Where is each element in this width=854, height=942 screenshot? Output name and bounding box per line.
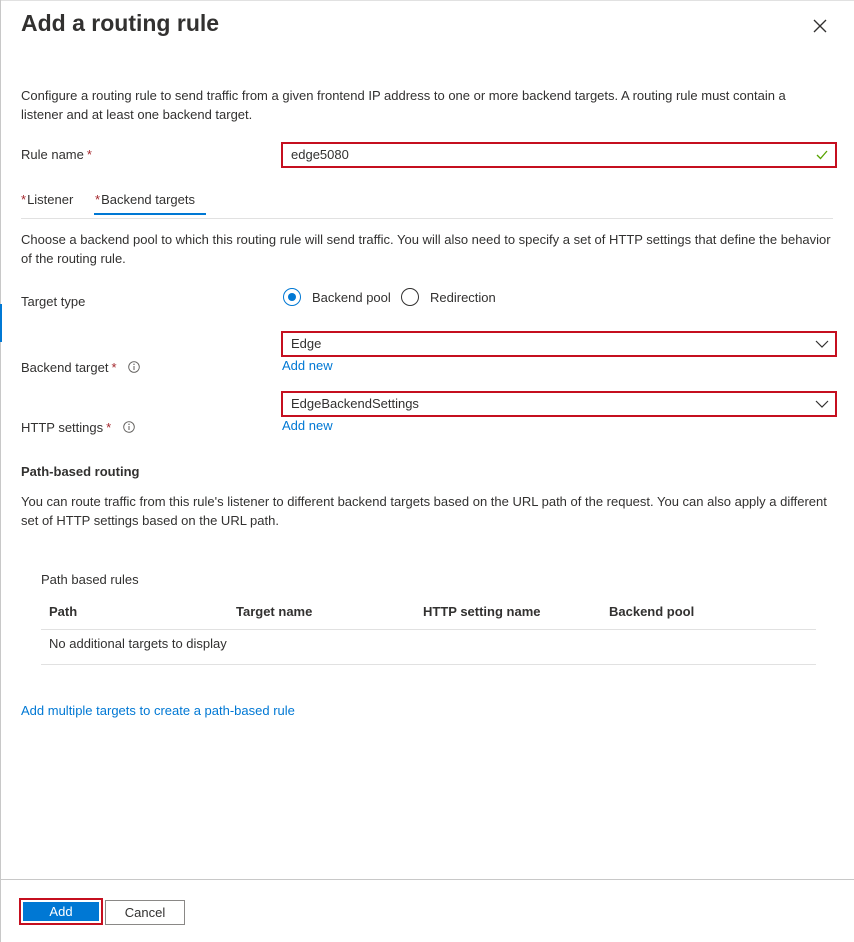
radio-circle [283, 288, 301, 306]
radio-redirection-label: Redirection [430, 290, 496, 305]
required-mark: * [86, 147, 92, 162]
backend-targets-description: Choose a backend pool to which this routing rule will send traffic. You will also need to specify a set of HTTP settings that define the behavior of the routing rule. [21, 232, 831, 266]
column-header-http-setting-name[interactable]: HTTP setting name [423, 604, 541, 619]
backend-target-label-text: Backend target [21, 360, 109, 375]
required-mark: * [106, 420, 112, 435]
required-mark: * [21, 192, 27, 207]
http-settings-add-new-link[interactable]: Add new [282, 418, 333, 433]
left-edge [0, 0, 1, 942]
active-tab-indicator [94, 213, 206, 215]
footer-divider [0, 879, 854, 880]
rule-name-input[interactable] [291, 144, 791, 166]
http-settings-dropdown[interactable] [281, 391, 837, 417]
backend-target-label [21, 360, 140, 376]
column-header-target-name[interactable]: Target name [236, 604, 313, 619]
tab-backend-targets-label: Backend targets [101, 192, 196, 207]
column-header-backend-pool[interactable]: Backend pool [609, 604, 695, 619]
required-mark: * [95, 192, 101, 207]
panel-title: Add a routing rule [21, 10, 220, 36]
tab-listener-label: Listener [27, 192, 74, 207]
grid-empty-message: No additional targets to display [49, 636, 227, 651]
chevron-down-icon [815, 397, 829, 414]
path-rules-grid-caption: Path based rules [41, 572, 139, 587]
top-edge [0, 0, 854, 1]
http-settings-label-text: HTTP settings [21, 420, 104, 435]
backend-target-value: Edge [291, 336, 322, 351]
tabs-divider [21, 218, 833, 219]
backend-target-dropdown[interactable] [281, 331, 837, 357]
add-multiple-targets-link[interactable]: Add multiple targets to create a path-based rule [21, 703, 295, 718]
close-button[interactable] [806, 12, 834, 40]
tab-backend-targets[interactable] [95, 192, 195, 207]
radio-backend-pool-label: Backend pool [312, 290, 391, 305]
path-based-routing-description: You can route traffic from this rule's listener to different backend targets based on the URL path of the request. You can also apply a different set of HTTP settings based on the URL path. [21, 494, 827, 528]
rule-name-label [21, 147, 92, 162]
panel-description: Configure a routing rule to send traffic from a given frontend IP address to one or more backend targets. A routing rule must contain a listener and at least one backend target. [21, 88, 786, 122]
tab-listener[interactable] [21, 192, 73, 207]
column-header-path[interactable]: Path [49, 604, 78, 619]
checkmark-icon [815, 148, 829, 165]
grid-bottom-divider [41, 664, 816, 665]
rule-name-field[interactable] [281, 142, 837, 168]
add-button-highlight [19, 898, 103, 925]
target-type-label: Target type [21, 294, 86, 309]
radio-circle [401, 288, 419, 306]
rule-name-label-text: Rule name [21, 147, 84, 162]
add-button[interactable]: Add [23, 902, 99, 921]
info-icon[interactable] [128, 361, 140, 376]
http-settings-label [21, 420, 135, 436]
required-mark: * [111, 360, 117, 375]
http-settings-value: EdgeBackendSettings [291, 396, 419, 411]
radio-dot [288, 293, 296, 301]
path-based-routing-title: Path-based routing [21, 464, 140, 479]
backend-target-add-new-link[interactable]: Add new [282, 358, 333, 373]
left-edge-accent [0, 304, 2, 342]
close-icon [806, 12, 834, 40]
chevron-down-icon [815, 337, 829, 354]
cancel-button[interactable]: Cancel [105, 900, 185, 925]
info-icon[interactable] [123, 421, 135, 436]
grid-header-divider [41, 629, 816, 630]
